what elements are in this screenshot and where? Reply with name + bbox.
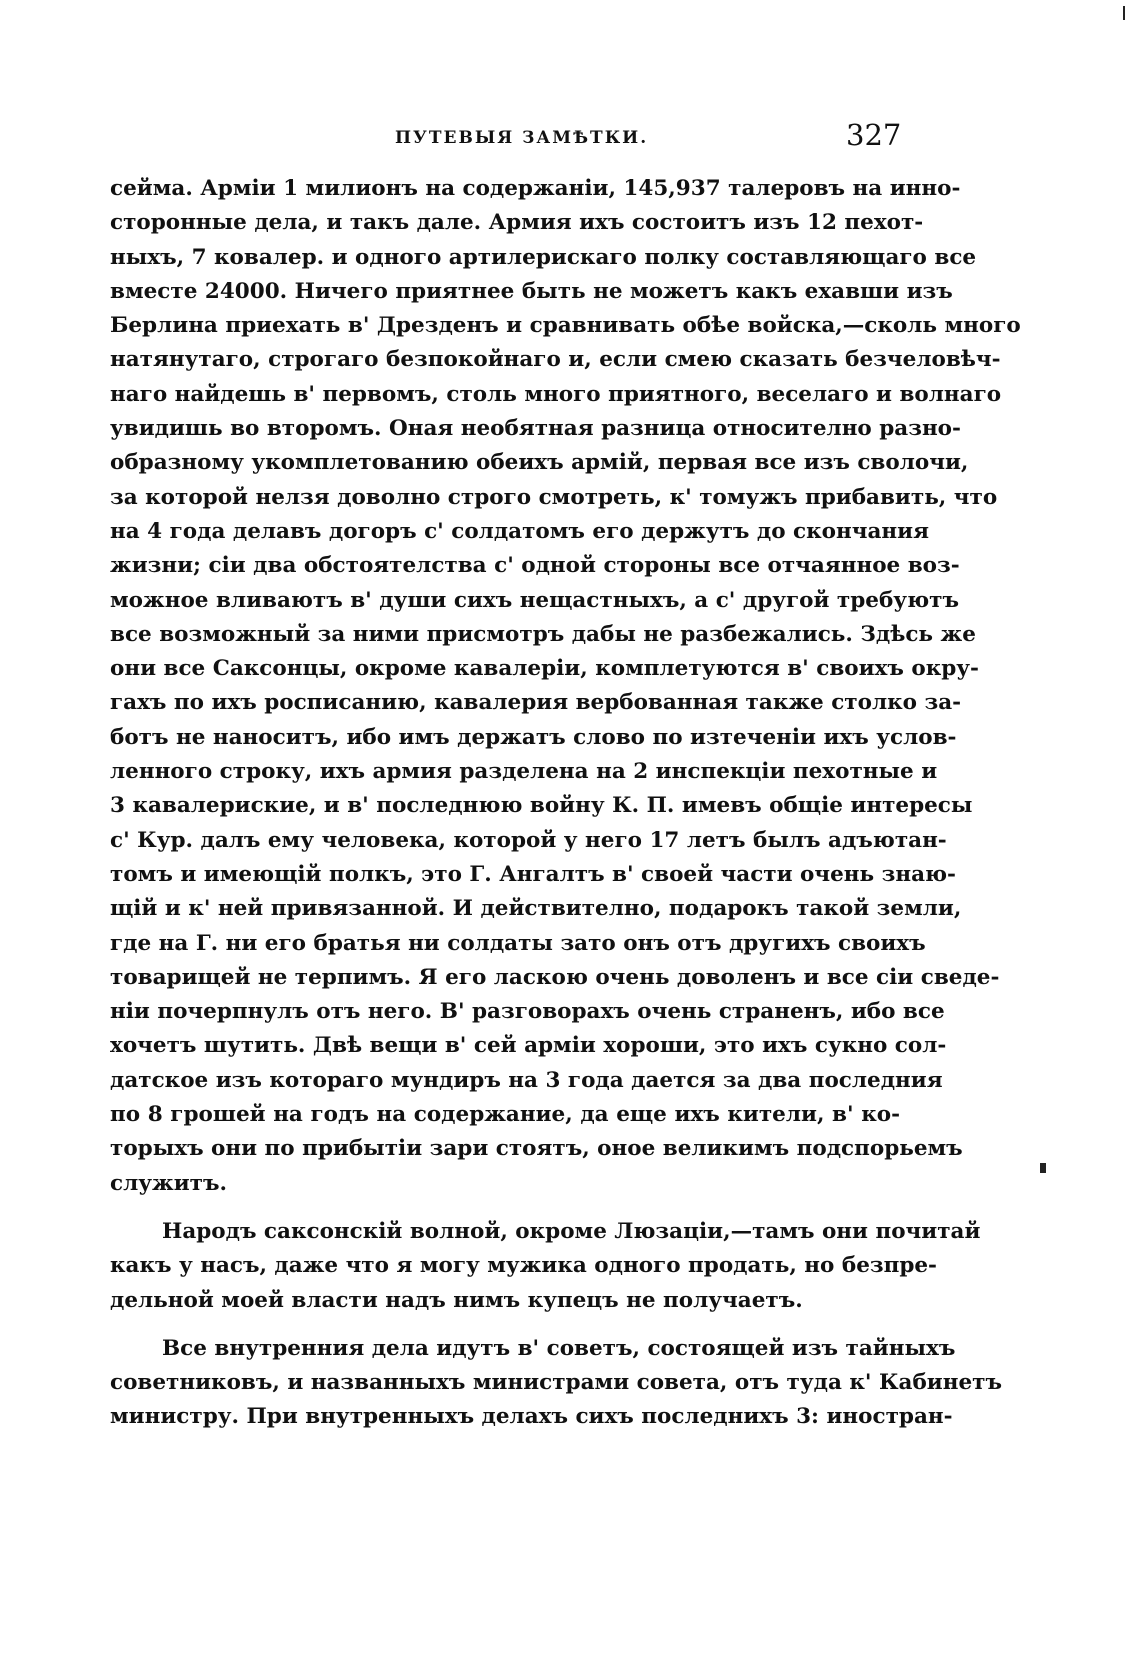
text-line: томъ и имеющій полкъ, это Г. Ангалтъ в' своей части очень знаю- [110, 861, 956, 887]
text-line: все возможный за ними присмотръ дабы не разбежались. Здѣсь же [110, 621, 976, 647]
text-line: образному укомплетованию обеихъ армій, первая все изъ сволочи, [110, 450, 969, 476]
text-line: хочетъ шутить. Двѣ вещи в' сей арміи хороши, это ихъ сукно сол- [110, 1033, 947, 1059]
scan-mark [1040, 1163, 1046, 1173]
text-line: ныхъ, 7 ковалер. и одного артилерискаго полку составляющаго все [110, 244, 977, 270]
paragraph-gap [110, 1201, 900, 1215]
text-line: можное вливаютъ в' души сихъ нещастныхъ, а с' другой требуютъ [110, 587, 959, 613]
text-line: гахъ по ихъ росписанию, кавалерия вербованная также столко за- [110, 690, 962, 716]
text-line: наго найдешь в' первомъ, столь много приятного, веселаго и волнаго [110, 381, 1002, 407]
text-line: увидишь во второмъ. Оная необятная разница относително разно- [110, 416, 961, 442]
text-line: какъ у насъ, даже что я могу мужика одного продать, но безпре- [110, 1253, 937, 1279]
text-line: за которой нелзя доволно строго смотреть, к' томужъ прибавить, что [110, 484, 998, 510]
text-line: Берлина приехать в' Дрезденъ и сравнивать обѣе войска,—сколь много [110, 313, 1021, 339]
text-line: датское изъ котораго мундиръ на 3 года дается за два последния [110, 1067, 943, 1093]
page-header [0, 0, 1140, 160]
text-line: натянутаго, строгаго безпокойнаго и, если смею сказать безчеловѣч- [110, 347, 1001, 373]
paragraph [110, 172, 1021, 1201]
body-text [110, 172, 1021, 1435]
text-line: вместе 24000. Ничего приятнее быть не можетъ какъ ехавши изъ [110, 278, 953, 304]
text-line: министру. При внутренныхъ делахъ сихъ последнихъ 3: иностран- [110, 1404, 953, 1430]
text-line: сейма. Арміи 1 милионъ на содержаніи, 145,937 талеровъ на инно- [110, 176, 961, 201]
text-line: торыхъ они по прибытіи зари стоятъ, оное великимъ подспорьемъ [110, 1136, 963, 1162]
text-line: 3 кавалериские, и в' последнюю войну К. П. имевъ общіе интересы [110, 793, 973, 819]
paragraph [110, 1332, 1002, 1435]
text-line: советниковъ, и названныхъ министрами совета, отъ туда к' Кабинетъ [110, 1370, 1002, 1396]
text-line: с' Кур. далъ ему человека, которой у него 17 летъ былъ адъютан- [110, 827, 947, 853]
running-title: ПУТЕВЫЯ ЗАМѢТКИ. [395, 128, 649, 148]
text-line: ленного строку, ихъ армия разделена на 2 инспекціи пехотные и [110, 759, 938, 785]
text-line: Народъ саксонскій волной, окроме Люзаціи,—тамъ они почитай [162, 1218, 981, 1244]
page-number: 327 [846, 118, 902, 152]
text-line: сторонные дела, и такъ дале. Армия ихъ состоитъ изъ 12 пехот- [110, 210, 924, 236]
text-line: ботъ не наноситъ, ибо имъ держатъ слово по изтеченіи ихъ услов- [110, 724, 957, 750]
text-line: по 8 грошей на годъ на содержание, да еще ихъ кители, в' ко- [110, 1102, 900, 1128]
paragraph-gap [110, 1318, 900, 1332]
scan-mark [1123, 6, 1125, 20]
text-line: жизни; сіи два обстоятелства с' одной стороны все отчаянное воз- [110, 553, 960, 579]
text-line: товарищей не терпимъ. Я его ласкою очень доволенъ и все сіи сведе- [110, 964, 1000, 990]
text-line: щій и к' ней привязанной. И действително, подарокъ такой земли, [110, 896, 962, 922]
text-line: Все внутренния дела идутъ в' советъ, состоящей изъ тайныхъ [162, 1335, 956, 1361]
text-line: служитъ. [110, 1170, 227, 1196]
text-line: ніи почерпнулъ отъ него. В' разговорахъ очень страненъ, ибо все [110, 999, 945, 1025]
text-line: где на Г. ни его братья ни солдаты зато онъ отъ другихъ своихъ [110, 930, 926, 956]
text-line: дельной моей власти надъ нимъ купецъ не получаетъ. [110, 1287, 803, 1313]
paragraph [110, 1215, 981, 1318]
text-line: они все Саксонцы, окроме кавалеріи, комплетуются в' своихъ окру- [110, 656, 979, 682]
text-line: на 4 года делавъ догоръ с' солдатомъ его держутъ до скончания [110, 518, 929, 544]
